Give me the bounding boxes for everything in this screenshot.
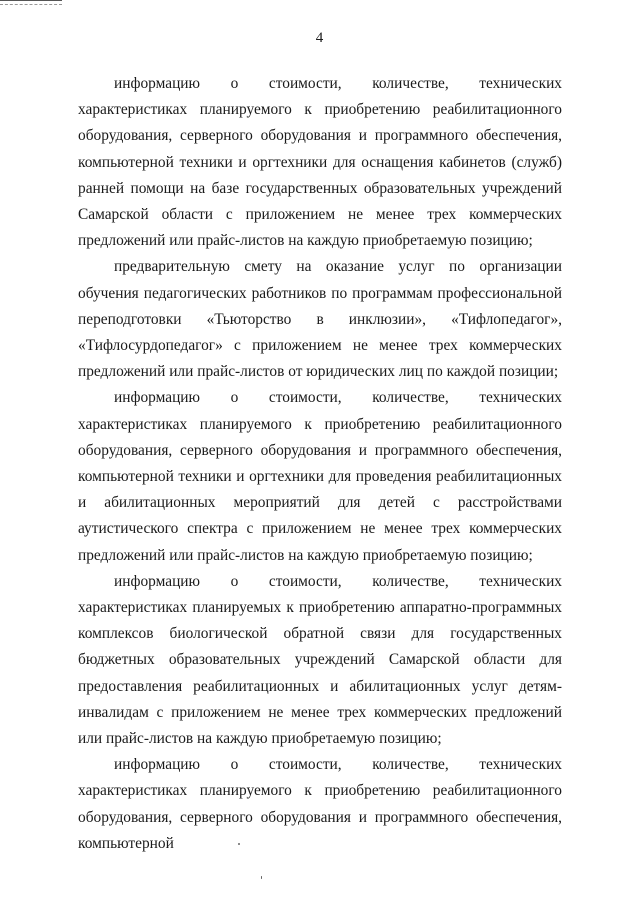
scan-speck	[238, 843, 240, 845]
paragraph-training-estimate: предварительную смету на оказание услуг по организации обучения педагогических работников по программам профессиональной переподготовки «Тьюторство в инклюзии», «Тифлопедагог», «Тифлосурдопедагог» с приложением не менее трех коммерческих предложений или прайс-листов от юридических лиц по каждой позиции;	[78, 258, 562, 381]
scan-edge-mark	[0, 0, 62, 5]
paragraph-biofeedback-complexes: информацию о стоимости, количестве, технических характеристиках планируемых к приобретению аппаратно-программных комплексов биологической обратной связи для государственных бюджетных образовательных учреждений Самарской области для предоставления реабилитационных и абилитационных услуг детям-инвалидам с приложением не менее трех коммерческих предложений или прайс-листов на каждую приобретаемую позицию;	[78, 572, 562, 748]
paragraph-equipment-autism: информацию о стоимости, количестве, технических характеристиках планируемого к приобретению реабилитационного оборудования, серверного оборудования и программного обеспечения, компьютерной техники и оргтехники для проведения реабилитационных и абилитационных мероприятий для детей с расстройствами аутистического спектра с приложением не менее трех коммерческих предложений или прайс-листов на каждую приобретаемую позицию;	[78, 389, 562, 564]
page-number: 4	[315, 30, 324, 46]
document-body	[78, 71, 562, 857]
paragraph-equipment-early-help: информацию о стоимости, количестве, технических характеристиках планируемого к приобретению реабилитационного оборудования, серверного оборудования и программного обеспечения, компьютерной техники и оргтехники для оснащения кабинетов (служб) ранней помощи на базе государственных образовательных учреждений Самарской области с приложением не менее трех коммерческих предложений или прайс-листов на каждую приобретаемую позицию;	[78, 75, 562, 250]
scan-speck	[261, 876, 262, 879]
paragraph-equipment-continued: информацию о стоимости, количестве, технических характеристиках планируемого к приобретению реабилитационного оборудования, серверного оборудования и программного обеспечения, компьютерной	[78, 756, 562, 852]
